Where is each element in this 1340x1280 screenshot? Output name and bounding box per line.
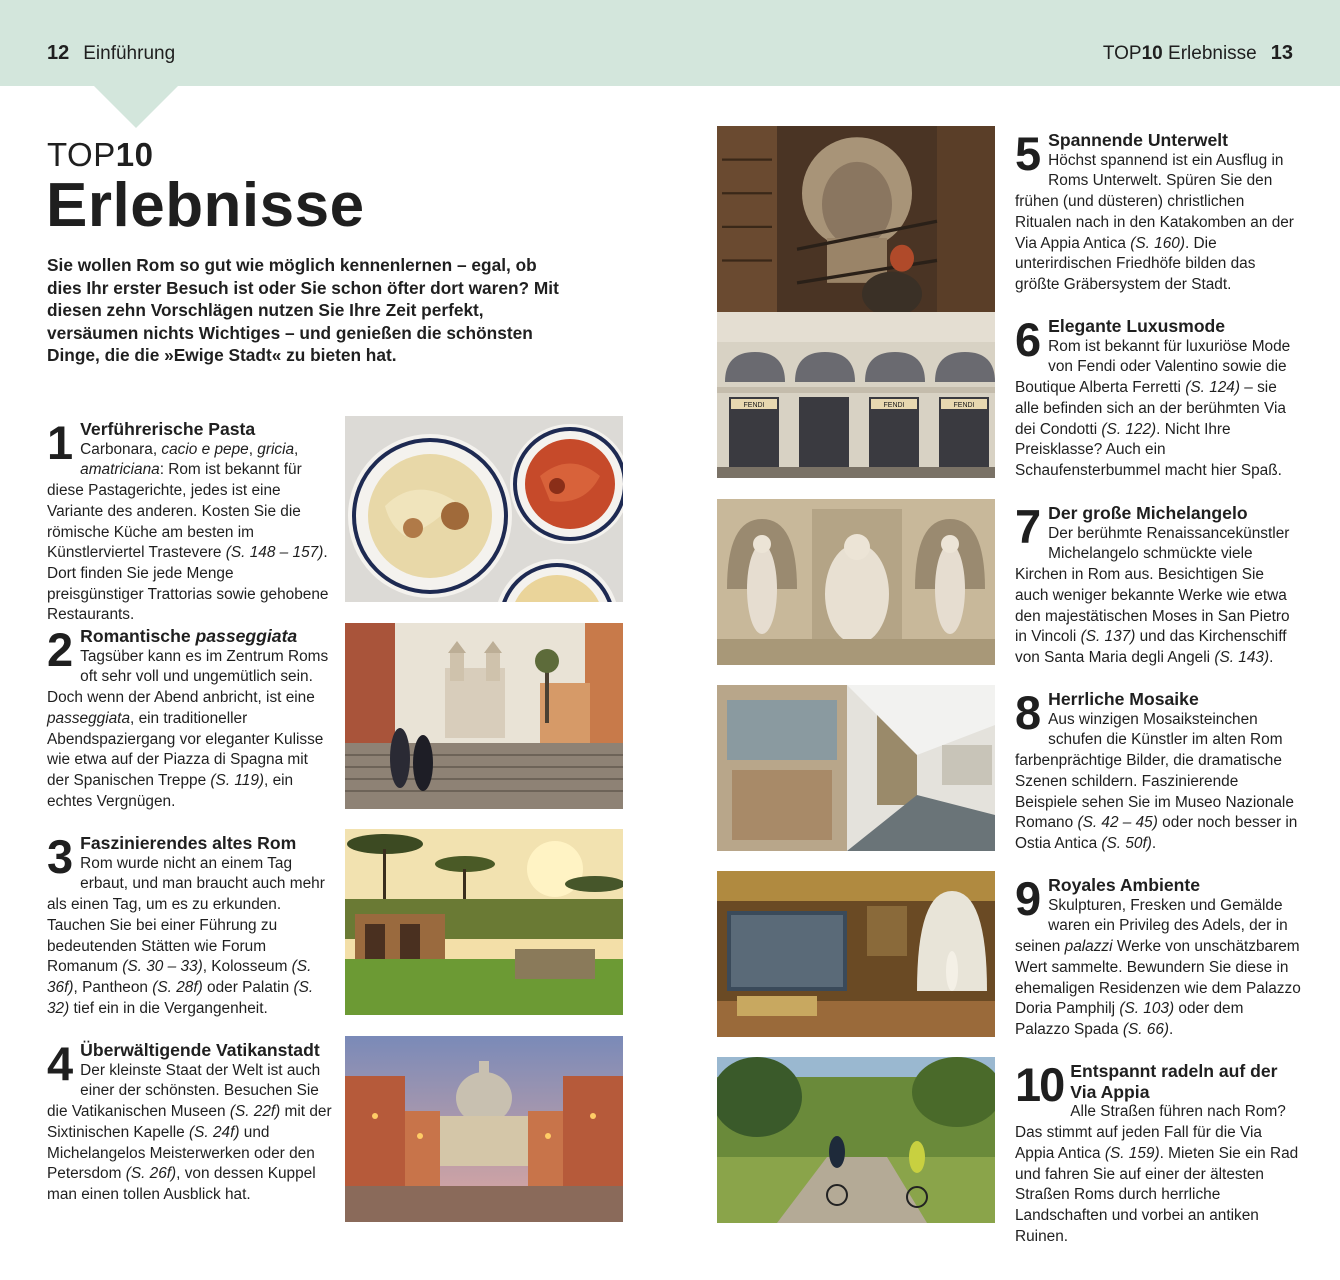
entry-text-run: Werke von unschätzbarem Wert sammelte. Bewundern Sie diese in ehemaligen Residenzen wie dem Palazzo Doria Pamphilj	[1015, 938, 1301, 1018]
entry-text-run: , ein echtes Vergnügen.	[47, 771, 294, 810]
entry-text-run: .	[1169, 1020, 1174, 1038]
entry-text-run: (S. 124)	[1185, 379, 1240, 397]
entry-number: 8	[1015, 686, 1042, 739]
catacombs-photo	[717, 126, 995, 312]
entry-heading: Der große Michelangelo	[1048, 503, 1248, 523]
entry-number: 7	[1015, 500, 1042, 553]
entry-number: 10	[1015, 1058, 1064, 1111]
entry-text-run: tief ein in die Vergangenheit.	[69, 999, 268, 1017]
entry-9	[1015, 872, 1301, 1041]
entry-text-run: Tagsüber kann es im Zentrum Roms oft sehr voll und ungemütlich sein. Doch wenn der Abend anbricht, ist eine	[47, 647, 329, 707]
title-top-prefix: TOP	[47, 136, 116, 173]
entry-text-run: , von dessen Kuppel man einen tollen Ausblick hat.	[47, 1165, 316, 1203]
entry-text-run: Carbonara,	[80, 440, 162, 458]
entry-text-run: und das Kirchenschiff von Santa Maria degli Angeli	[1015, 628, 1287, 666]
entry-5	[1015, 127, 1301, 296]
entry-text-run: . Die unterirdischen Friedhöfe bilden das größte Gräbersystem der Stadt.	[1015, 234, 1256, 293]
title-top-number: 10	[115, 136, 154, 173]
entry-text-run: (S. 160)	[1130, 234, 1185, 252]
entry-heading: Verführerische Pasta	[80, 419, 256, 439]
entry-text-run: mit der Sixtinischen Kapelle	[47, 1103, 332, 1141]
entry-text-run: ,	[248, 440, 258, 458]
entry-text-run: (S. 122)	[1101, 420, 1157, 438]
entry-number: 5	[1015, 127, 1042, 180]
entry-text-run: amatriciana	[80, 461, 160, 479]
entry-1	[47, 416, 333, 626]
header-notch	[94, 86, 178, 128]
entry-text-run: . Nicht Ihre Preisklasse? Auch ein Schaufensterbummel macht hier Spaß.	[1015, 420, 1282, 479]
entry-text-run: , ein traditioneller Abendspaziergang vor eleganter Kulisse wie etwa auf der Piazza di Spagna mit der Spanischen Treppe	[47, 709, 324, 789]
left-running-head	[47, 42, 175, 65]
entry-text	[47, 855, 325, 1017]
fendi-sign: FENDI	[743, 402, 765, 409]
moses-statue-photo	[717, 499, 995, 665]
entry-text-run: ,	[294, 440, 299, 458]
entry-text-run: gricia	[257, 440, 295, 458]
entry-text	[1015, 711, 1297, 852]
entry-text-run: (S. 119)	[210, 771, 265, 789]
entry-heading: Elegante Luxusmode	[1048, 316, 1226, 336]
title-top10	[47, 136, 153, 174]
entry-heading: Überwältigende Vatikanstadt	[80, 1040, 320, 1060]
page-header	[0, 0, 1340, 86]
entry-heading: Romantische passeggiata	[80, 626, 298, 646]
fendi-sign: FENDI	[953, 402, 975, 409]
page-title: Erlebnisse	[46, 171, 365, 240]
entry-text-run: oder noch besser in Ostia Antica	[1015, 814, 1298, 852]
entry-number: 2	[47, 623, 74, 676]
entry-text-run: Aus winzigen Mosaiksteinchen schufen die Künstler im alten Rom farbenprächtige Bilder, die dramatische Szenen schildern. Faszinierende Beispiele sehen Sie im Museo Nazionale Romano	[1015, 710, 1294, 832]
entry-text	[47, 1062, 332, 1203]
entry-text-run: (S. 30 – 33)	[122, 958, 203, 976]
entry-heading: Spannende Unterwelt	[1048, 130, 1229, 150]
entry-number: 4	[47, 1037, 74, 1090]
entry-text-run: Rom ist bekannt für luxuriöse Mode von Fendi oder Valentino sowie die Boutique Alberta Ferretti	[1015, 337, 1291, 397]
intro-paragraph: Sie wollen Rom so gut wie möglich kennenlernen – egal, ob dies Ihr erster Besuch ist oder Sie schon öfter dort waren? Mit diesen zehn Vorschlägen nutzen Sie Ihre Zeit perfekt, versäumen nichts Wichtiges – und genießen die schönsten Dinge, die die »Ewige Stadt« zu bieten hat.	[47, 255, 559, 365]
entry-text-run: (S. 42 – 45)	[1077, 814, 1158, 832]
entry-text-run: (S. 50f)	[1101, 834, 1152, 852]
entry-text	[47, 648, 328, 810]
entry-text-run: . Dort finden Sie jede Menge preisgünstiger Trattorias sowie gehobene Restaurants.	[47, 544, 329, 624]
entry-text-run: (S. 148 – 157)	[225, 544, 324, 562]
entry-text-run: palazzi	[1064, 938, 1113, 956]
entry-text	[1015, 338, 1290, 479]
entry-text-run: Rom wurde nicht an einem Tag erbaut, und man braucht auch mehr als einen Tag, um es zu erkunden. Tauchen Sie bei einer Führung zu bedeutenden Stätten wie Forum Romanum	[47, 854, 325, 976]
entry-text-run: und Michelangelos Meisterwerken oder den Petersdom	[47, 1123, 315, 1183]
entry-text-run: (S. 26f)	[125, 1165, 177, 1183]
entry-text-run: (S. 24f)	[189, 1123, 240, 1141]
entry-text-run: (S. 32)	[47, 978, 314, 1017]
st-peters-photo	[345, 1036, 623, 1222]
entry-text-run: (S. 66)	[1122, 1020, 1169, 1038]
entry-number: 9	[1015, 872, 1042, 925]
right-section-title: Erlebnisse	[1162, 43, 1257, 64]
entry-text-run: Höchst spannend ist ein Ausflug in Roms Unterwelt. Spüren Sie den frühen (und düsteren) christlichen Ritualen nach in den Katakomben an der Via Appia Antica	[1015, 151, 1294, 252]
entry-6	[1015, 313, 1301, 482]
entry-text-run: (S. 103)	[1119, 1000, 1175, 1018]
left-section-title: Einführung	[83, 43, 176, 64]
right-page-number: 13	[1270, 42, 1293, 64]
right-running-head	[1103, 42, 1293, 65]
mosaic-gallery-photo	[717, 685, 995, 851]
entry-7	[1015, 500, 1301, 669]
fendi-store-photo	[717, 312, 995, 478]
entry-text-run: passeggiata	[47, 709, 131, 727]
entry-10	[1015, 1058, 1301, 1247]
entry-text-run: .	[1151, 834, 1157, 852]
entry-heading: Royales Ambiente	[1048, 875, 1201, 895]
entry-text-run: (S. 28f)	[152, 978, 203, 996]
entry-text-run: Der kleinste Staat der Welt ist auch einer der schönsten. Besuchen Sie die Vatikanischen Museen	[47, 1061, 321, 1121]
entry-text-run: cacio e pepe	[161, 440, 249, 458]
entry-text-run: Skulpturen, Fresken und Gemälde waren ein Privileg des Adels, der in seinen	[1015, 896, 1288, 956]
entry-heading: Faszinierendes altes Rom	[80, 833, 297, 853]
entry-text	[1015, 1103, 1298, 1244]
entry-heading: Entspannt radeln auf der Via Appia	[1070, 1061, 1278, 1102]
pasta-photo	[345, 416, 623, 602]
entry-number: 6	[1015, 313, 1042, 366]
palatine-ruins-photo	[345, 829, 623, 1015]
spanish-steps-photo	[345, 623, 623, 809]
entry-3	[47, 830, 333, 1019]
entry-text-run: oder dem Palazzo Spada	[1015, 1000, 1244, 1038]
fendi-sign: FENDI	[883, 402, 905, 409]
entry-text-run: Der berühmte Renaissancekünstler Michelangelo schmückte viele Kirchen in Rom aus. Besichtigen Sie auch weniger bekannte Werke wie etwa den majestätischen Moses in San Pietro in Vincoli	[1015, 524, 1290, 646]
entry-text	[1015, 525, 1290, 666]
entry-text-run: – sie alle befinden sich an der berühmten Via dei Condotti	[1015, 379, 1286, 438]
entry-2	[47, 623, 333, 812]
entry-text-run: : Rom ist bekannt für diese Pastagerichte, jedes ist eine Variante des anderen. Kosten Sie die römische Küche am besten im Künstlerviertel Trastevere	[47, 461, 302, 562]
entry-number: 1	[47, 416, 74, 469]
entry-text-run: (S. 159)	[1104, 1144, 1160, 1162]
entry-text-run: oder Palatin	[202, 978, 294, 996]
entry-text-run: (S. 36f)	[47, 958, 312, 996]
entry-text-run: (S. 143)	[1214, 648, 1270, 666]
entry-text	[1015, 897, 1301, 1038]
entry-text-run: .	[1269, 648, 1274, 666]
via-appia-cyclists-photo	[717, 1057, 995, 1223]
entry-text-run: , Kolosseum	[202, 958, 292, 976]
entry-text-run: (S. 22f)	[229, 1103, 281, 1121]
entry-heading: Herrliche Mosaike	[1048, 689, 1199, 709]
left-page-number: 12	[47, 42, 70, 64]
palazzo-gallery-photo	[717, 871, 995, 1037]
right-section-prefix: TOP	[1102, 43, 1142, 64]
entry-text	[1015, 152, 1294, 293]
entry-text-run: Alle Straßen führen nach Rom? Das stimmt auf jeden Fall für die Via Appia Antica	[1015, 1103, 1286, 1162]
entry-text-run: . Mieten Sie ein Rad und fahren Sie auf einer der ältesten Straßen Roms durch herrliche Landschaften und vorbei an antiken Ruinen.	[1015, 1144, 1299, 1245]
right-section-number: 10	[1141, 43, 1163, 64]
entry-text-run: , Pantheon	[73, 978, 153, 996]
entry-4	[47, 1037, 333, 1206]
entry-text	[47, 441, 328, 624]
entry-8	[1015, 686, 1301, 855]
entry-text-run: (S. 137)	[1080, 628, 1136, 646]
entry-number: 3	[47, 830, 74, 883]
